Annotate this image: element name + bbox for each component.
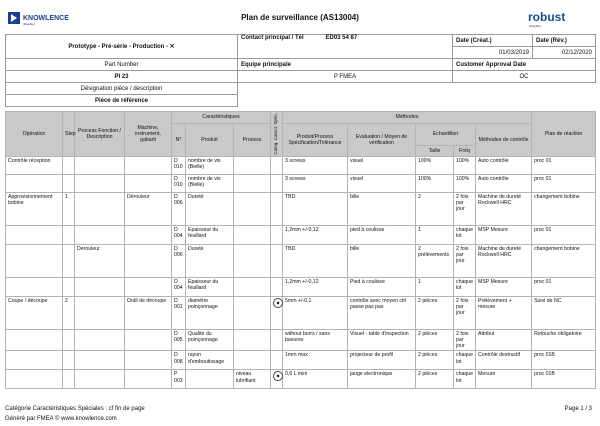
- cell-spec: 1,2mm +/-0,12: [283, 225, 348, 244]
- cell-operation: [6, 174, 63, 192]
- cell-reaction: proc 01B: [532, 370, 596, 389]
- cell-spec: without burrs / sans bavures: [283, 329, 348, 351]
- cell-fn: [75, 277, 125, 296]
- cell-operation: [6, 329, 63, 351]
- col-taille: Taille: [416, 145, 454, 156]
- cell-taille: 2 pièces: [416, 370, 454, 389]
- cell-eval: jauge electronique: [348, 370, 416, 389]
- contact-label: Contact principal / Tél: [241, 35, 304, 41]
- cell-step: 1: [63, 192, 75, 225]
- cell-categ: [271, 192, 283, 225]
- cell-reaction: Retouche obligatoire: [532, 329, 596, 351]
- cell-categ: [271, 225, 283, 244]
- cell-taille: 2 pièces: [416, 296, 454, 329]
- cell-process: [234, 174, 271, 192]
- col-methodes: Méthodes: [283, 112, 532, 124]
- col-process: Process: [234, 124, 271, 157]
- part-number-value: PI 23: [6, 71, 238, 83]
- table-row: [6, 192, 596, 225]
- special-char-symbol-icon: ◆: [271, 370, 283, 389]
- cell-num: D 006: [172, 244, 186, 277]
- cell-process: niveau lubrifiant: [234, 370, 271, 389]
- cell-freq: 2 fois par jour: [454, 329, 476, 351]
- equipe-label: Equipe principale: [238, 59, 453, 71]
- col-step: Step: [63, 112, 75, 157]
- cell-num: D 001: [172, 296, 186, 329]
- cell-freq: chaque lot: [454, 225, 476, 244]
- table-row: [6, 329, 596, 351]
- cell-taille: 1: [416, 225, 454, 244]
- cell-operation: [6, 244, 63, 277]
- designation-label: Désignation pièce / description: [6, 83, 238, 95]
- cell-freq: chaque lot: [454, 351, 476, 370]
- contact-value: ED03 54 87: [325, 35, 358, 41]
- cell-produit: [186, 370, 234, 389]
- cell-process: [234, 225, 271, 244]
- contact-cell: [238, 35, 453, 59]
- cell-machine: Outil de découpe: [125, 296, 172, 329]
- cell-num: D 004: [172, 277, 186, 296]
- cell-freq: 100%: [454, 174, 476, 192]
- cell-methode: MSP Mesure: [476, 277, 532, 296]
- cell-eval: bille: [348, 244, 416, 277]
- cell-fn: [75, 351, 125, 370]
- cell-spec: 1,2mm +/-0,12: [283, 277, 348, 296]
- cell-freq: 100%: [454, 156, 476, 174]
- cell-reaction: changement bobine: [532, 192, 596, 225]
- date-created-value: 01/03/2019: [453, 47, 533, 59]
- cell-produit: Dureté: [186, 244, 234, 277]
- table-row: [6, 277, 596, 296]
- cell-produit: Dureté: [186, 192, 234, 225]
- cell-freq: 2 fois par jour: [454, 296, 476, 329]
- cell-eval: bille: [348, 192, 416, 225]
- table-row: [6, 351, 596, 370]
- cell-freq: chaque lot: [454, 370, 476, 389]
- cell-machine: [125, 174, 172, 192]
- date-rev-value: 02/12/2020: [533, 47, 596, 59]
- customer-approval-value: OC: [453, 71, 596, 83]
- col-machine: Machine, instrument, gabarit: [125, 112, 172, 157]
- cell-operation: [6, 351, 63, 370]
- robust-logo: [520, 8, 590, 30]
- date-rev-label: Date (Rév.): [533, 35, 596, 47]
- cell-num: D 006: [172, 192, 186, 225]
- cell-produit: nombre de vis (Bielle): [186, 174, 234, 192]
- table-row: [6, 296, 596, 329]
- table-row: [6, 370, 596, 389]
- cell-spec: 3 screws: [283, 174, 348, 192]
- col-produit: Produit: [186, 124, 234, 157]
- cell-num: P 003: [172, 370, 186, 389]
- table-row: [6, 174, 596, 192]
- col-process-fn: Process Fonction / Description: [75, 112, 125, 157]
- cell-taille: 2 pièces: [416, 351, 454, 370]
- cell-process: [234, 156, 271, 174]
- cell-eval: visuel: [348, 156, 416, 174]
- cell-step: [63, 370, 75, 389]
- cell-methode: Auto contrôle: [476, 174, 532, 192]
- cell-machine: [125, 370, 172, 389]
- cell-fn: [75, 192, 125, 225]
- cell-spec: 0,6 L mini: [283, 370, 348, 389]
- cell-step: [63, 225, 75, 244]
- cell-categ: [271, 244, 283, 277]
- cell-fn: [75, 329, 125, 351]
- cell-num: D 010: [172, 174, 186, 192]
- cell-operation: [6, 370, 63, 389]
- cell-produit: Epaisseur du feuillard: [186, 225, 234, 244]
- cell-methode: MSP Mesure: [476, 225, 532, 244]
- cell-reaction: proc 01B: [532, 351, 596, 370]
- cell-categ: [271, 329, 283, 351]
- col-num: N°: [172, 124, 186, 157]
- cell-taille: 1: [416, 277, 454, 296]
- cell-taille: 100%: [416, 156, 454, 174]
- cell-process: [234, 296, 271, 329]
- cell-num: D 008: [172, 351, 186, 370]
- cell-machine: [125, 329, 172, 351]
- cell-eval: pied à coulisse: [348, 225, 416, 244]
- cell-step: [63, 174, 75, 192]
- cell-operation: [6, 225, 63, 244]
- designation-value: Pièce de référence: [6, 95, 238, 107]
- cell-methode: Machine de dureté Rockwell HRC: [476, 244, 532, 277]
- cell-eval: Pied à coulisse: [348, 277, 416, 296]
- cell-categ: [271, 277, 283, 296]
- table-row: [6, 156, 596, 174]
- cell-reaction: proc 01: [532, 156, 596, 174]
- cell-machine: Dérouleur: [125, 192, 172, 225]
- cell-spec: 1mm max: [283, 351, 348, 370]
- cell-produit: nombre de vis (Bielle): [186, 156, 234, 174]
- cell-methode: Auto contrôle: [476, 156, 532, 174]
- cell-step: [63, 156, 75, 174]
- cell-spec: TBD: [283, 192, 348, 225]
- cell-categ: [271, 174, 283, 192]
- cell-process: [234, 244, 271, 277]
- cell-produit: diamètre poinçonnage: [186, 296, 234, 329]
- robust-logo-sub: [illegible]: [529, 24, 541, 28]
- knowlence-logo-text: KNOWLENCE: [23, 15, 69, 22]
- cell-taille: 2 pièces: [416, 329, 454, 351]
- footer-generated-by: Généré par FMEA © www.knowlence.com: [5, 416, 117, 422]
- cell-step: [63, 351, 75, 370]
- col-freq: Fréq: [454, 145, 476, 156]
- cell-fn: [75, 296, 125, 329]
- cell-num: D 005: [172, 329, 186, 351]
- cell-reaction: proc 01: [532, 225, 596, 244]
- cell-reaction: Suivi de NC: [532, 296, 596, 329]
- cell-reaction: proc 01: [532, 174, 596, 192]
- cell-step: [63, 244, 75, 277]
- col-echantillon: Echantillon: [416, 124, 476, 146]
- cell-freq: 2 fois par jour: [454, 192, 476, 225]
- col-operation: Opération: [6, 112, 63, 157]
- cell-methode: Contrôle destructif: [476, 351, 532, 370]
- cell-methode: Machine de dureté Rockwell HRC: [476, 192, 532, 225]
- cell-taille: 2 prélèvements: [416, 244, 454, 277]
- col-eval: Evaluation / Moyen de vérification: [348, 124, 416, 157]
- cell-operation: [6, 277, 63, 296]
- col-spec: Produit/Process Spécification/Tolérance: [283, 124, 348, 157]
- equipe-value: P FMEA: [238, 71, 453, 83]
- cell-produit: rayon d'emboutissage: [186, 351, 234, 370]
- cell-fn: [75, 174, 125, 192]
- cell-process: [234, 277, 271, 296]
- cell-produit: Epaisseur du feuillard: [186, 277, 234, 296]
- cell-freq: chaque lot: [454, 277, 476, 296]
- cell-taille: 100%: [416, 174, 454, 192]
- cell-methode: Prélèvement + mesure: [476, 296, 532, 329]
- cell-spec: 3 screws: [283, 156, 348, 174]
- part-number-label: Part Number: [6, 59, 238, 71]
- cell-methode: Mesure: [476, 370, 532, 389]
- cell-methode: Attribut: [476, 329, 532, 351]
- cell-operation: Coupe / découpe: [6, 296, 63, 329]
- cell-step: 2: [63, 296, 75, 329]
- cell-fn: [75, 225, 125, 244]
- cell-categ: [271, 351, 283, 370]
- table-row: [6, 244, 596, 277]
- table-row: [6, 225, 596, 244]
- special-char-symbol-icon: ◆: [271, 296, 283, 329]
- cell-spec: TBD: [283, 244, 348, 277]
- cell-fn: [75, 370, 125, 389]
- cell-spec: 5mm +/-0,1: [283, 296, 348, 329]
- footer-category-note: Catégorie Caractéristiques Spéciales : cf fin de page: [5, 406, 145, 412]
- col-methodes-controle: Méthodes de contrôle: [476, 124, 532, 157]
- cell-num: D 010: [172, 156, 186, 174]
- cell-eval: contrôle avec moyen ctrl passe pas pas: [348, 296, 416, 329]
- cell-eval: projecteur de profil: [348, 351, 416, 370]
- col-caracteristiques: Caractéristiques: [172, 112, 271, 124]
- robust-logo-text: robust: [528, 10, 566, 24]
- cell-fn: [75, 156, 125, 174]
- cell-machine: [125, 225, 172, 244]
- cell-process: [234, 192, 271, 225]
- cell-categ: [271, 156, 283, 174]
- col-plan-reaction: Plan de réaction: [532, 112, 596, 157]
- prototype-selector: Prototype - Pré-série - Production - ✕: [6, 35, 238, 59]
- cell-machine: [125, 351, 172, 370]
- cell-step: [63, 277, 75, 296]
- cell-operation: Contrôle réception: [6, 156, 63, 174]
- cell-step: [63, 329, 75, 351]
- cell-eval: visuel: [348, 174, 416, 192]
- knowlence-logo-sub: [illegible]: [23, 22, 35, 26]
- col-categ: Categ. Caract. Spéc.: [271, 112, 283, 157]
- date-created-label: Date (Créat.): [453, 35, 533, 47]
- cell-machine: [125, 277, 172, 296]
- cell-machine: [125, 156, 172, 174]
- cell-operation: Approvisionnement bobine: [6, 192, 63, 225]
- cell-produit: Qualité du poinçonnage: [186, 329, 234, 351]
- cell-eval: Visuel - table d'inspection: [348, 329, 416, 351]
- surveillance-table: [5, 111, 596, 389]
- cell-reaction: proc 01: [532, 277, 596, 296]
- cell-freq: 2 fois par jour: [454, 244, 476, 277]
- cell-taille: 2: [416, 192, 454, 225]
- page-title: Plan de surveillance (AS13004): [241, 13, 359, 22]
- cell-fn: Derouleur: [75, 244, 125, 277]
- cell-process: [234, 329, 271, 351]
- page-number: Page 1 / 3: [564, 406, 592, 412]
- customer-approval-label: Customer Approval Date: [453, 59, 596, 71]
- cell-machine: [125, 244, 172, 277]
- cell-num: D 004: [172, 225, 186, 244]
- cell-process: [234, 351, 271, 370]
- cell-reaction: changement bobine: [532, 244, 596, 277]
- header-info-table: [5, 34, 596, 107]
